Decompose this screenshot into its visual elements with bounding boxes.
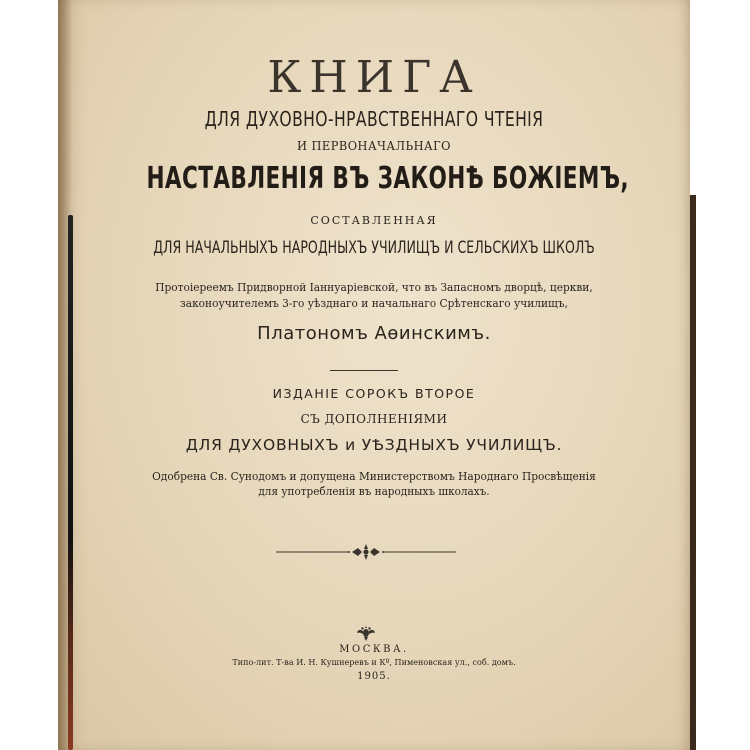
compiled-label: СОСТАВЛЕННАЯ xyxy=(310,214,438,227)
approval-line-1: Одобрена Св. Сунодомъ и допущена Министерствомъ Народнаго Просвѣщенія xyxy=(152,469,596,483)
imprint-city: МОСКВА. xyxy=(339,644,409,655)
edition-title: ИЗДАНІЕ СОРОКЪ ВТОРОЕ xyxy=(272,386,476,401)
author-description-line-2: законоучителемъ 3-го уѣзднаго и начальнаго Срѣтенскаго училищъ, xyxy=(179,296,568,310)
binding-thread xyxy=(68,215,73,750)
author-description-line-1: Протоіереемъ Придворной Іаннуаріевской, что въ Запасномъ дворцѣ, церкви, xyxy=(155,280,593,294)
edition-schools: ДЛЯ ДУХОВНЫХЪ и УѢЗДНЫХЪ УЧИЛИЩЪ. xyxy=(185,436,563,454)
title-subtitle-1: ДЛЯ ДУХОВНО-НРАВСТВЕННАГО ЧТЕНІЯ xyxy=(204,107,544,131)
title-subtitle-2: И ПЕРВОНАЧАЛЬНАГО xyxy=(297,139,451,153)
approval-line-2: для употребленія въ народныхъ школахъ. xyxy=(258,485,490,498)
imprint-year: 1905. xyxy=(357,671,391,682)
divider-rule xyxy=(330,370,398,371)
ornament-divider xyxy=(276,544,456,560)
title-subtitle-3: НАСТАВЛЕНІЯ ВЪ ЗАКОНѢ БОЖІЕМЪ, xyxy=(146,161,629,196)
edition-supplements: СЪ ДОПОЛНЕНІЯМИ xyxy=(300,412,448,426)
intended-schools: ДЛЯ НАЧАЛЬНЫХЪ НАРОДНЫХЪ УЧИЛИЩЪ И СЕЛЬСКИХЪ ШКОЛЪ xyxy=(153,238,595,258)
book-spine-edge xyxy=(690,195,696,750)
double-headed-eagle-icon xyxy=(356,624,376,642)
book-title: КНИГА xyxy=(267,52,481,103)
author-name: Платономъ Аѳинскимъ. xyxy=(257,323,491,344)
imprint-printer: Типо-лит. Т-ва И. Н. Кушнеревъ и Кº, Пименовская ул., соб. домъ. xyxy=(232,658,516,668)
